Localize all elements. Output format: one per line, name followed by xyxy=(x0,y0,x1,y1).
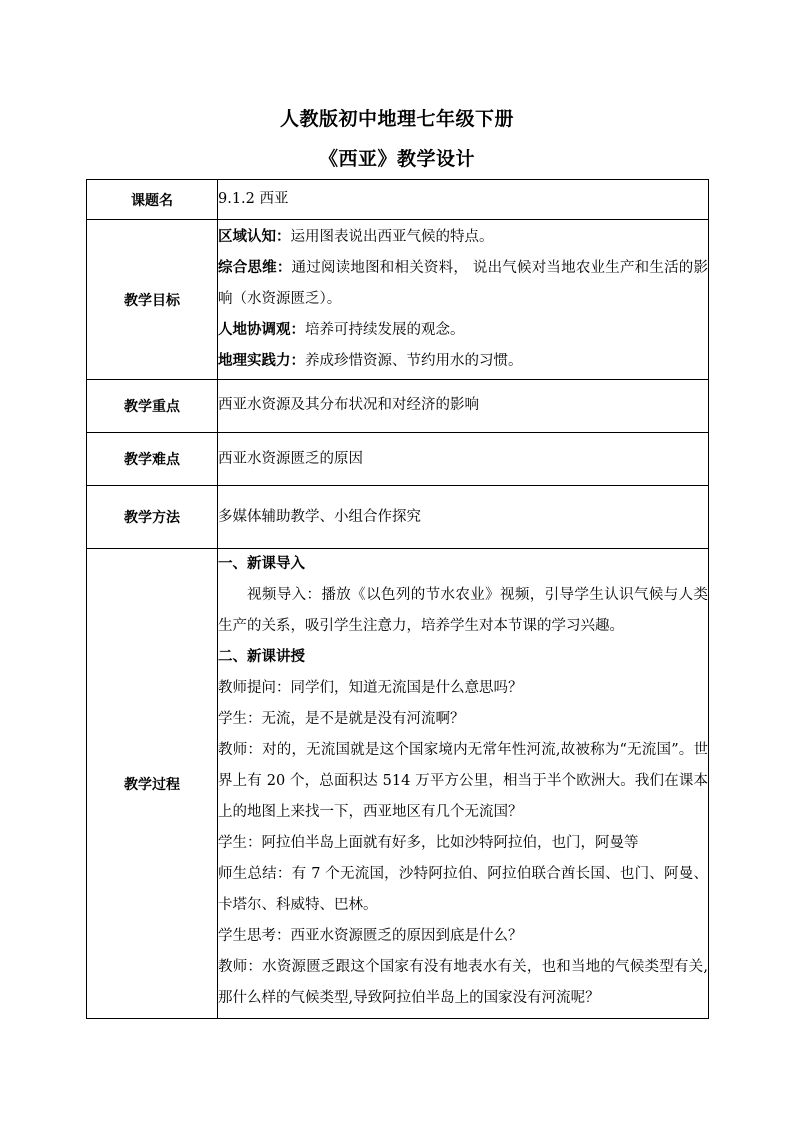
intro-paragraph: 视频导入：播放《以色列的节水农业》视频，引导学生认识气候与人类生产的关系，吸引学生注意力，培养学生对本节课的学习兴趣。 xyxy=(218,587,708,634)
row-label-objectives: 教学目标 xyxy=(87,220,218,380)
objective-text: 通过阅读地图和相关资料， 说出气候对当地农业生产和生活的影响（水资源匮乏）。 xyxy=(218,260,709,307)
objective-key: 地理实践力： xyxy=(218,353,305,369)
document-title: 人教版初中地理七年级下册 xyxy=(279,108,514,130)
objective-text: 养成珍惜资源、节约用水的习惯。 xyxy=(305,353,523,369)
table-row-key-points xyxy=(87,380,709,433)
section-heading: 一、新课导入 xyxy=(218,556,305,572)
objective-key: 人地协调观： xyxy=(218,322,305,338)
row-label-difficulties: 教学难点 xyxy=(87,433,218,486)
dialogue-line: 教师提问：同学们，知道无流国是什么意思吗？ xyxy=(218,680,523,696)
dialogue-line: 学生：阿拉伯半岛上面就有好多，比如沙特阿拉伯，也门，阿曼等 xyxy=(218,835,639,851)
row-label-topic: 课题名 xyxy=(87,180,218,220)
objective-text: 培养可持续发展的观念。 xyxy=(305,322,465,338)
process-content xyxy=(218,549,709,1019)
dialogue-line: 学生：无流，是不是就是没有河流啊？ xyxy=(218,711,465,727)
objectives-content xyxy=(218,220,709,380)
objective-text: 运用图表说出西亚气候的特点。 xyxy=(290,229,494,245)
methods-value: 多媒体辅助教学、小组合作探究 xyxy=(218,486,709,549)
document-subtitle: 《西亚》教学设计 xyxy=(318,148,475,170)
objective-item xyxy=(218,253,708,315)
table-row-topic xyxy=(87,180,709,220)
lesson-plan-table xyxy=(86,179,709,1019)
row-label-process: 教学过程 xyxy=(87,549,218,1019)
table-row-methods xyxy=(87,486,709,549)
objective-key: 综合思维： xyxy=(218,260,292,276)
objective-item xyxy=(218,222,708,253)
key-points-value: 西亚水资源及其分布状况和对经济的影响 xyxy=(218,380,709,433)
table-row-objectives xyxy=(87,220,709,380)
topic-value: 9.1.2 西亚 xyxy=(218,180,709,220)
objective-item xyxy=(218,315,708,346)
row-label-methods: 教学方法 xyxy=(87,486,218,549)
table-row-difficulties xyxy=(87,433,709,486)
dialogue-line: 教师：对的，无流国就是这个国家境内无常年性河流,故被称为“无流国”。世界上有 20 个，总面积达 514 万平方公里，相当于半个欧洲大。我们在课本上的地图上来找一下，西亚地区有几个无流国？ xyxy=(218,742,708,820)
dialogue-line: 学生思考：西亚水资源匮乏的原因到底是什么？ xyxy=(218,928,523,944)
table-row-process xyxy=(87,549,709,1019)
row-label-key-points: 教学重点 xyxy=(87,380,218,433)
dialogue-line: 教师：水资源匮乏跟这个国家有没有地表水有关，也和当地的气候类型有关,那什么样的气候类型,导致阿拉伯半岛上的国家没有河流呢？ xyxy=(218,959,708,1006)
objective-item xyxy=(218,346,708,377)
difficulties-value: 西亚水资源匮乏的原因 xyxy=(218,433,709,486)
section-heading: 二、新课讲授 xyxy=(218,649,305,665)
dialogue-line: 师生总结：有 7 个无流国，沙特阿拉伯、阿拉伯联合酋长国、也门、阿曼、卡塔尔、科威特、巴林。 xyxy=(218,866,708,913)
objective-key: 区域认知： xyxy=(218,229,291,245)
